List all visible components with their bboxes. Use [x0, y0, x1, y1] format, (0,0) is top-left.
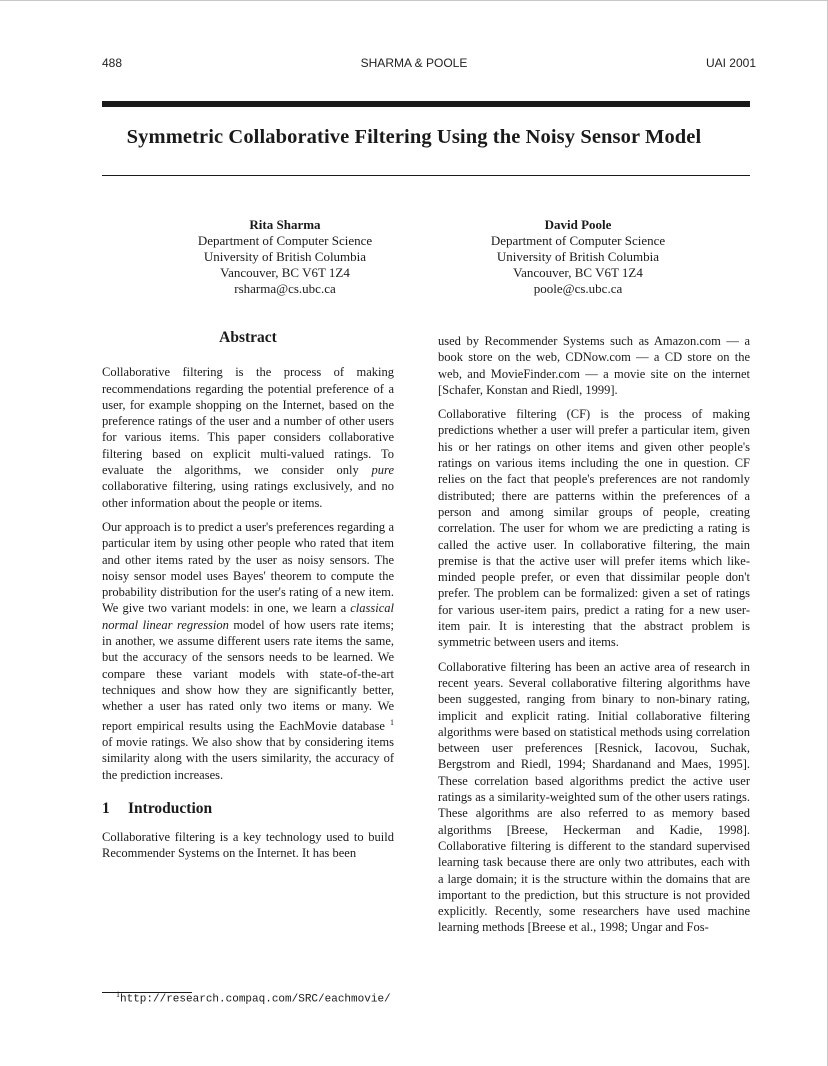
abstract-paragraph-1: Collaborative filtering is the process of making recommendations regarding the potential preference of a user, for example shopping on the Internet, based on the preference ratings of the user and a number of other users for various items. This paper considers collaborative filtering based on explicit multi-valued ratings. To evaluate the algorithms, we consider only pure collaborative filtering, using ratings exclusively, and no other information about the people or items.	[102, 365, 394, 510]
author-city: Vancouver, BC V6T 1Z4	[220, 265, 350, 280]
author-university: University of British Columbia	[203, 249, 367, 264]
footnote-mark: 1	[116, 990, 120, 999]
author-name: Rita Sharma	[249, 217, 321, 232]
author-department: Department of Computer Science	[197, 233, 373, 248]
section-heading-introduction	[102, 801, 394, 817]
author-block-1	[165, 217, 405, 297]
footnote	[116, 990, 391, 1006]
venue-label: UAI 2001	[705, 56, 756, 70]
right-paragraph-3: Collaborative filtering has been an active area of research in recent years. Several collaborative filtering algorithms have been suggested, ranging from binary to non-binary rating, implicit and explicit rating. Initial collaborative filtering algorithms were based on statistical methods using correlation between user preferences [Resnick, Iacovou, Suchak, Bergstrom and Riedl, 1994; Shardanand and Maes, 1995]. These correlation based algorithms predict the active user ratings as a similarity-weighted sum of the other users ratings. These algorithms are also referred to as memory based algorithms [Breese, Heckerman and Kadie, 1998]. Collaborative filtering is different to the standard supervised learning task because there are only two attributes, each with a large domain; it is the structure within the domains that are important to the prediction, but this structure is not provided explicitly. Recently, some researchers have used machine learning methods [Breese et al., 1998; Ungar and Fos-	[438, 659, 750, 935]
footnote-marker: 1	[390, 717, 394, 727]
abstract-paragraph-2: Our approach is to predict a user's preferences regarding a particular item by using other people who rated that item and other items rated by the user as noisy sensors. The noisy sensor model uses Bayes' theorem to compute the probability distribution for the user's rating of a new item. We give two variant models: in one, we learn a classical normal linear regression model of how users rate items; in another, we assume different users rate items the same, but the accuracy of the sensors needs to be learned. We compare these variant models with state-of-the-art techniques and show how they are significantly better, whether a user has rated only two items or many. We report empirical results using the EachMovie database $^1$ of movie ratings. We also show that by considering items similarity along with the users similarity, the accuracy of the prediction increases.	[102, 519, 394, 782]
page-border-top	[0, 0, 828, 1]
author-email: rsharma@cs.ubc.ca	[234, 281, 336, 296]
page-number: 488	[102, 56, 123, 70]
introduction-paragraph-1: Collaborative filtering is a key technology used to build Recommender Systems on the Internet. It has been	[102, 830, 394, 861]
title-rule-bottom	[102, 175, 750, 176]
section-title: Introduction	[128, 799, 213, 817]
right-column	[438, 333, 750, 944]
author-email: poole@cs.ubc.ca	[533, 281, 623, 296]
author-block-2	[458, 217, 698, 297]
footnote-url: http://research.compaq.com/SRC/eachmovie/	[120, 993, 391, 1006]
section-number: 1	[102, 799, 110, 817]
author-university: University of British Columbia	[496, 249, 660, 264]
abstract-heading: Abstract	[219, 329, 277, 346]
right-paragraph-1: used by Recommender Systems such as Amazon.com — a book store on the web, CDNow.com — a CD store on the web, and MovieFinder.com — a movie site on the internet [Schafer, Konstan and Riedl, 1999].	[438, 334, 750, 397]
left-column	[102, 330, 394, 870]
running-title: SHARMA & POOLE	[360, 56, 468, 70]
author-city: Vancouver, BC V6T 1Z4	[513, 265, 643, 280]
author-department: Department of Computer Science	[490, 233, 666, 248]
right-paragraph-2: Collaborative filtering (CF) is the process of making predictions whether a user will prefer a particular item, given his or her ratings on other items and given other people's ratings on various items including the one in question. CF relies on the fact that people's preferences are not randomly distributed; there are patterns within the preferences of a person and among similar groups of people, creating correlation. The user for whom we are predicting a rating is called the active user. In collaborative filtering, the main premise is that the active user will prefer items which like-minded people prefer, or even that dissimilar people don't prefer. The problem can be formalized: given a set of ratings for various user-item pairs, predict a rating for a new user-item pair. It is interesting that the abstract problem is symmetric between users and items.	[438, 407, 750, 650]
paper-title: Symmetric Collaborative Filtering Using the Noisy Sensor Model	[126, 126, 702, 148]
title-rule-top	[102, 101, 750, 107]
author-name: David Poole	[544, 217, 612, 232]
